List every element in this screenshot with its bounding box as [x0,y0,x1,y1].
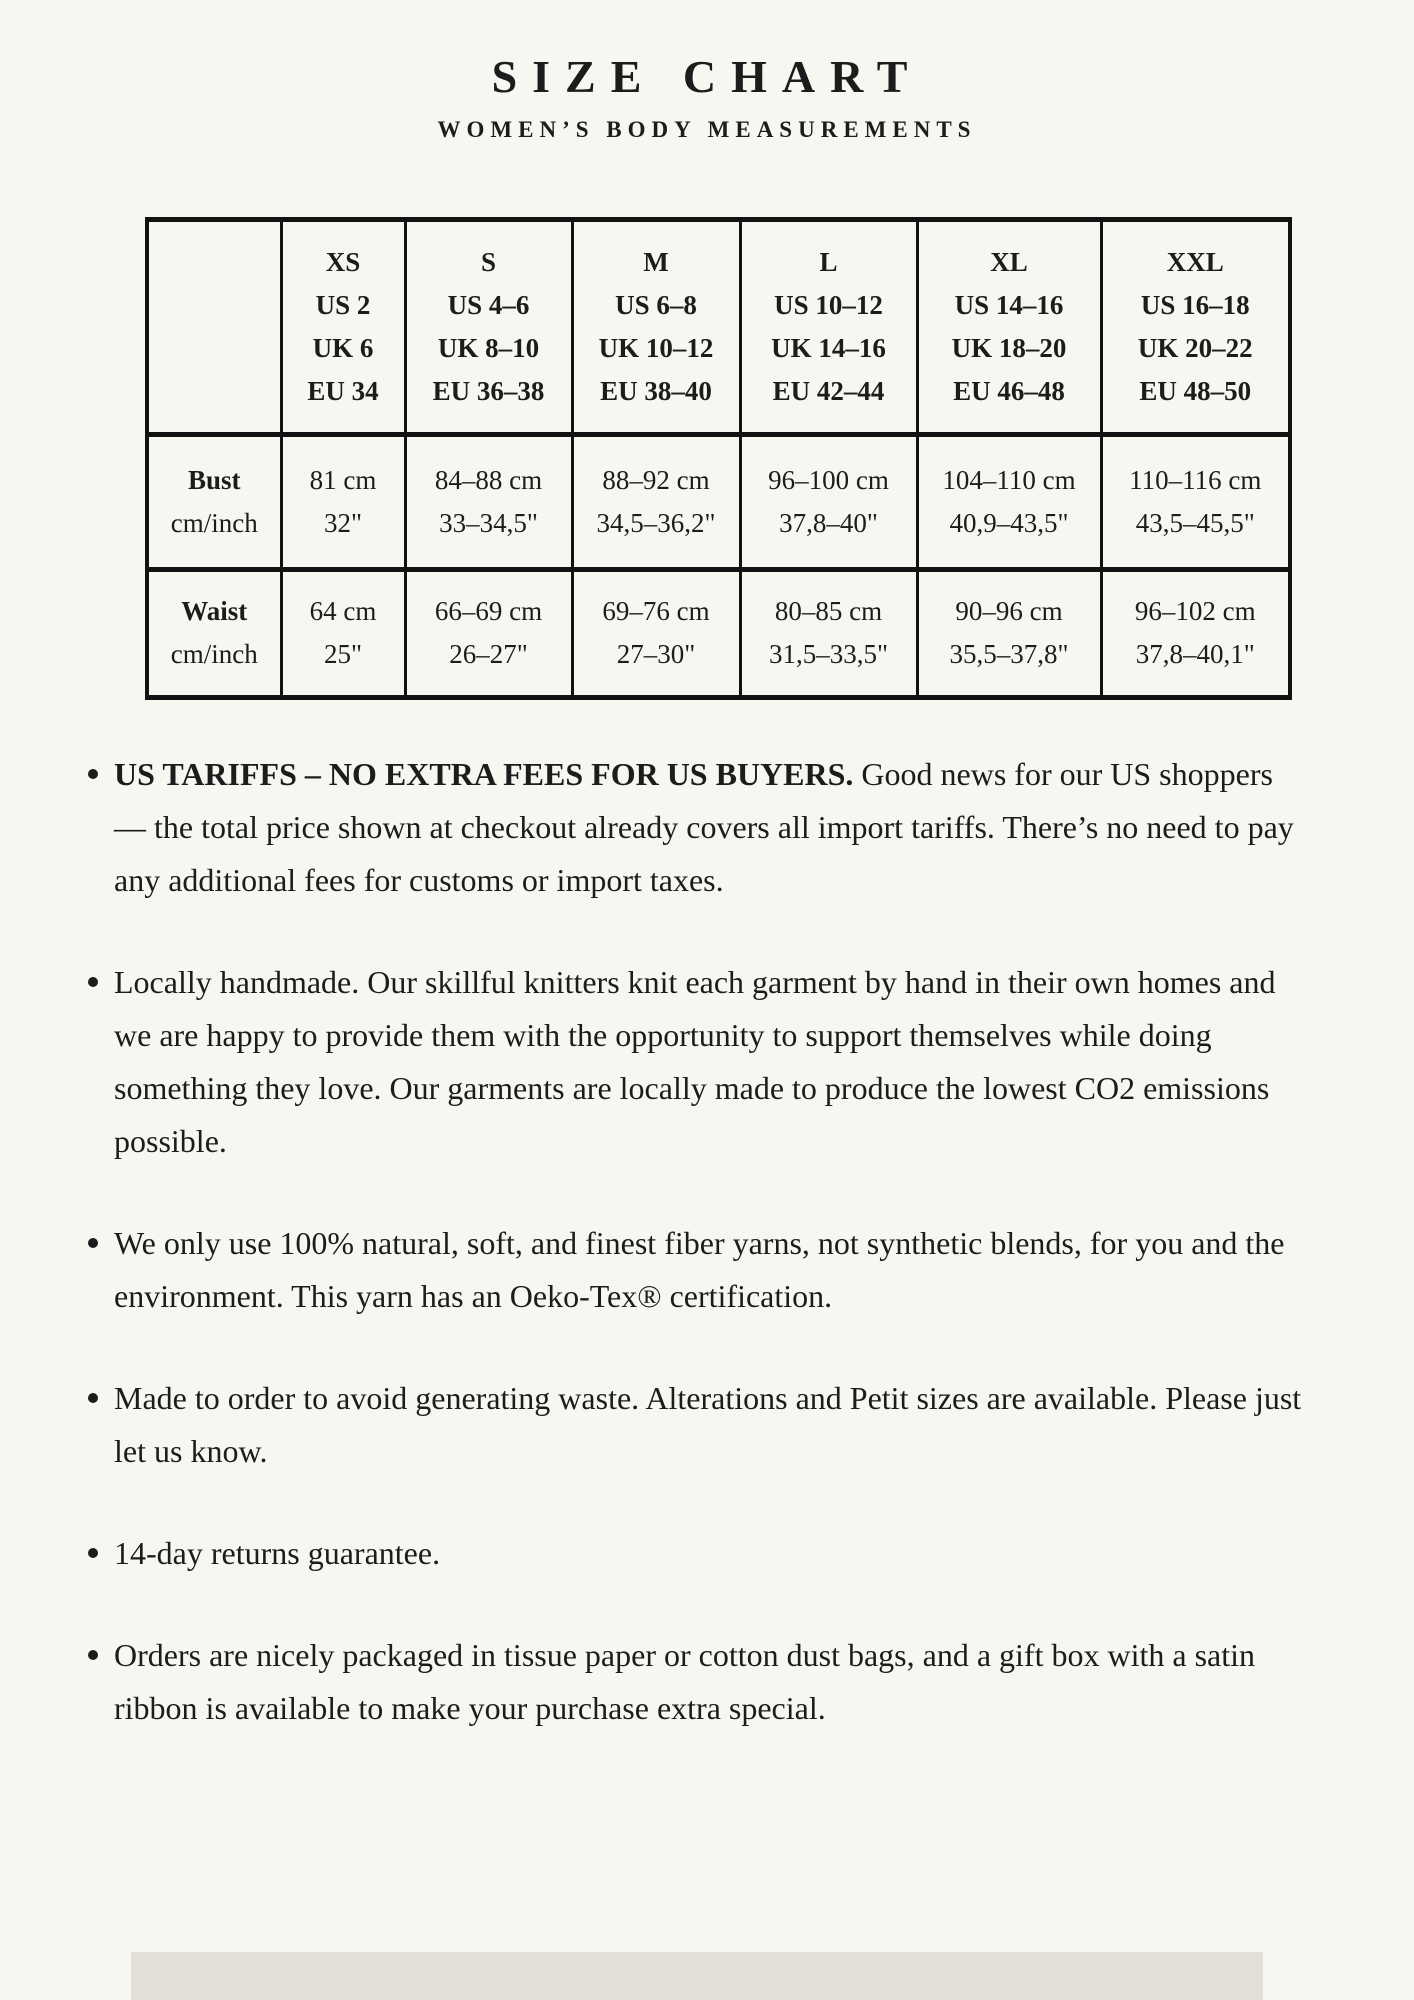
list-item-made-to-order [86,1372,1308,1478]
measurement-cell [405,569,572,697]
measurement-inch: 32" [323,507,363,538]
measurement-cell [740,569,917,697]
column-header-xs [281,219,405,434]
bullet-bold-text: US TARIFFS – NO EXTRA FEES FOR US BUYERS. [114,755,854,792]
measurement-inch: 37,8–40,1" [1135,639,1255,670]
size-name: L [819,246,838,277]
measurement-cm: 110–116 cm [1129,464,1262,495]
measurement-inch: 31,5–33,5" [768,639,889,670]
measurement-inch: 27–30" [616,639,696,670]
measurement-cell [1101,434,1290,569]
measurement-cm: 69–76 cm [602,596,710,627]
measurement-inch: 26–27" [449,639,528,670]
size-uk: UK 10–12 [598,332,714,363]
measurement-cm: 88–92 cm [602,464,710,495]
row-label: Waist [181,596,248,627]
size-us: US 4–6 [447,289,530,320]
measurement-cm: 66–69 cm [434,596,543,627]
size-eu: EU 48–50 [1139,375,1252,406]
row-label: Bust [187,464,241,495]
size-uk: UK 8–10 [437,332,540,363]
bullet-text: Locally handmade. Our skillful knitters knit each garment by hand in their own homes and we are happy to provide them with the opportunity to support themselves while doing something they love. Our garments are locally made to produce the lowest CO2 emissions possible. [114,963,1276,1159]
measurement-inch: 33–34,5" [439,507,538,538]
measurement-cm: 81 cm [309,464,377,495]
measurement-cm: 96–100 cm [768,464,889,495]
measurement-inch: 43,5–45,5" [1135,507,1255,538]
size-uk: UK 6 [312,332,374,363]
size-name: XL [990,246,1028,277]
page-subtitle: WOMEN’S BODY MEASUREMENTS [437,116,977,142]
size-uk: UK 20–22 [1137,332,1253,363]
column-header-m [572,219,740,434]
size-us: US 14–16 [954,289,1064,320]
list-item-natural-yarns [86,1217,1308,1323]
page-title: SIZE CHART [491,51,923,102]
measurement-cell [917,569,1101,697]
table-row-bust [147,434,1290,569]
column-header-xl [917,219,1101,434]
size-us: US 10–12 [774,289,883,320]
measurement-cell [917,434,1101,569]
measurement-cell [405,434,572,569]
measurement-cm: 64 cm [309,596,377,627]
measurement-cm: 80–85 cm [774,596,883,627]
measurement-cell [281,434,405,569]
table-row-waist [147,569,1290,697]
size-eu: EU 42–44 [772,375,885,406]
measurement-cm: 104–110 cm [942,464,1076,495]
column-header-s [405,219,572,434]
measurement-cm: 90–96 cm [955,596,1063,627]
measurement-cm: 84–88 cm [434,464,543,495]
bottom-gray-bar [131,1952,1263,2000]
measurement-cell [281,569,405,697]
list-item-locally-handmade [86,956,1308,1168]
size-name: S [480,246,497,277]
size-us: US 16–18 [1140,289,1250,320]
row-header-waist [147,569,281,697]
measurement-inch: 25" [323,639,363,670]
column-header-xxl [1101,219,1290,434]
list-item-returns-guarantee [86,1527,1308,1580]
row-unit: cm/inch [170,639,258,670]
corner-cell [147,219,281,434]
size-name: XXL [1166,246,1224,277]
bullet-text: 14-day returns guarantee. [114,1534,441,1571]
size-eu: EU 34 [307,375,379,406]
size-eu: EU 46–48 [953,375,1065,406]
size-chart-table [145,217,1292,700]
table-header-row [147,219,1290,434]
size-eu: EU 36–38 [432,375,545,406]
bullet-text: Good news for our US shoppers — the total price shown at checkout already covers all import tariffs. There’s no need to pay any additional fees for customs or import taxes. [114,755,1294,898]
row-header-bust [147,434,281,569]
measurement-inch: 37,8–40" [779,507,878,538]
size-eu: EU 38–40 [600,375,712,406]
size-name: XS [325,246,361,277]
size-uk: UK 14–16 [771,332,886,363]
measurement-inch: 35,5–37,8" [949,639,1069,670]
measurement-inch: 40,9–43,5" [949,507,1069,538]
column-header-l [740,219,917,434]
measurement-cell [1101,569,1290,697]
measurement-cell [572,434,740,569]
measurement-cm: 96–102 cm [1134,596,1256,627]
size-us: US 2 [315,289,371,320]
bullet-text: Made to order to avoid generating waste. Alterations and Petit sizes are available. Please just let us know. [114,1379,1302,1469]
size-name: M [643,246,669,277]
measurement-cell [572,569,740,697]
measurement-inch: 34,5–36,2" [596,507,716,538]
list-item-packaging [86,1629,1308,1735]
measurement-cell [740,434,917,569]
product-info-list [86,748,1308,1735]
bullet-text: We only use 100% natural, soft, and finest fiber yarns, not synthetic blends, for you and the environment. This yarn has an Oeko-Tex® certification. [114,1224,1285,1314]
list-item-us-tariffs [86,748,1308,907]
row-unit: cm/inch [170,507,258,538]
size-us: US 6–8 [615,289,697,320]
size-uk: UK 18–20 [951,332,1067,363]
bullet-text: Orders are nicely packaged in tissue paper or cotton dust bags, and a gift box with a satin ribbon is available to make your purchase extra special. [114,1636,1255,1726]
